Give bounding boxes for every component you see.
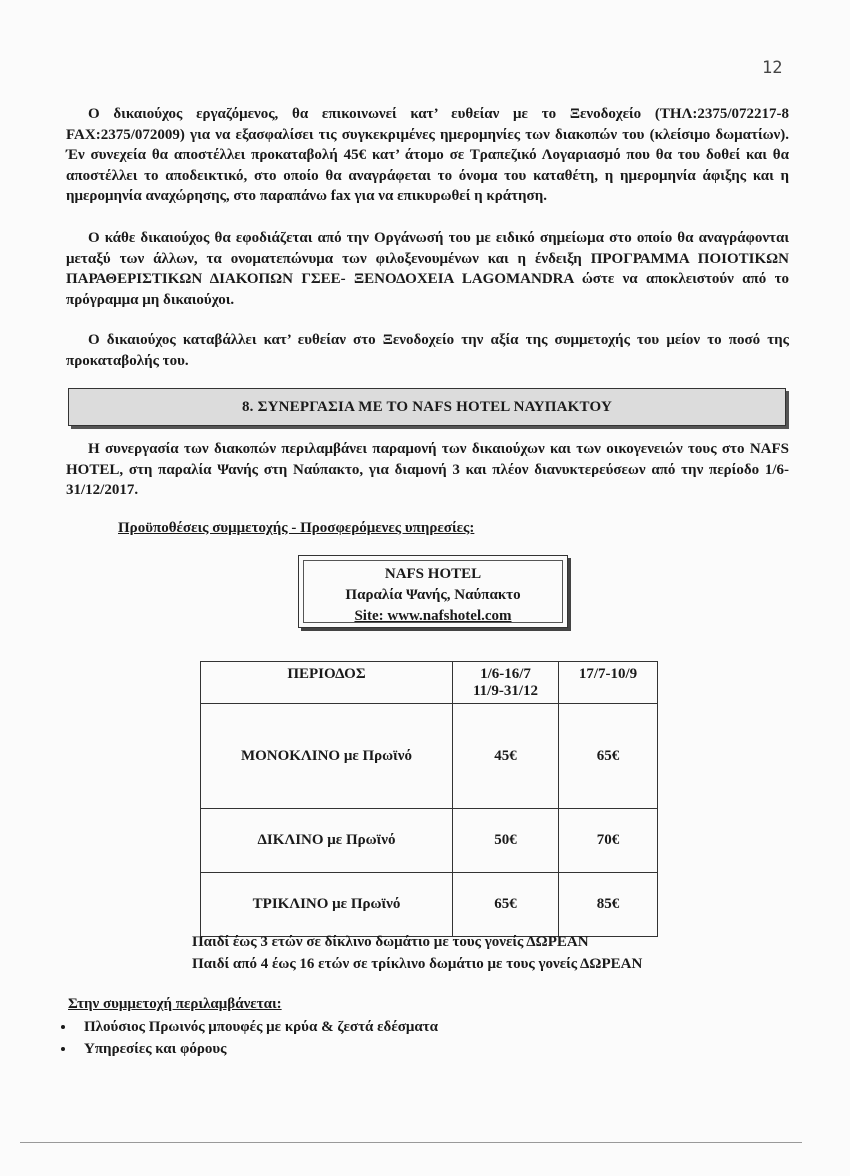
list-item: • Πλούσιος Πρωινός μπουφές με κρύα & ζεστά εδέσματα [76, 1016, 438, 1038]
participation-subheading: Προϋποθέσεις συμμετοχής - Προσφερόμενες υπηρεσίες: [118, 520, 475, 536]
table-header-row [201, 662, 658, 704]
paragraph-booking-contact: Ο δικαιούχος εργαζόμενος, θα επικοινωνεί κατ’ ευθείαν με το Ξενοδοχείο (ΤΗΛ:2375/072217-8 FAX:2375/072009) για να εξασφαλίσει τις συγκεκριμένες ημερομηνίες των διακοπών του (κλείσιμο δωματίων). Έν συνεχεία θα αποστέλλει προκαταβολή 45€ κατ’ άτομο σε Τραπεζικό Λογαριασμό που θα του δοθεί και θα αποστέλλει το αποδεικτικό, στο οποίο θα αναγράφεται το όνομα του καταθέτη, η ημερομηνία άφιξης και η ημερομηνία αναχώρησης, στο παραπάνω fax για να επικυρωθεί η κράτηση. [66, 106, 789, 205]
paragraph-payment: Ο δικαιούχος καταβάλλει κατ’ ευθείαν στο Ξενοδοχείο την αξία της συμμετοχής του μείον το ποσό της προκαταβολής του. [66, 332, 789, 369]
table-row [201, 809, 658, 873]
header-period: ΠΕΡΙΟΔΟΣ [201, 662, 453, 704]
header-high-season: 17/7-10/9 [559, 662, 658, 704]
hotel-location: Παραλία Ψανής, Ναύπακτο [345, 587, 521, 603]
hotel-name: NAFS HOTEL [384, 566, 482, 582]
header-low-season-line1: 1/6-16/7 [480, 666, 531, 682]
table-row [201, 873, 658, 937]
hotel-info-box [298, 555, 568, 628]
hotel-site-link[interactable]: Site: www.nafshotel.com [354, 608, 512, 624]
page-number: 12 [762, 58, 783, 78]
room-type: ΔΙΚΛΙΝΟ με Πρωϊνό [201, 809, 453, 873]
price-high: 65€ [559, 704, 658, 809]
child-note-4-to-16: Παιδί από 4 έως 16 ετών σε τρίκλινο δωμάτιο με τους γονείς ΔΩΡΕΑΝ [192, 956, 643, 972]
price-low: 45€ [453, 704, 559, 809]
table-row [201, 704, 658, 809]
section-title-box [68, 388, 786, 426]
hotel-info-inner [303, 560, 563, 623]
header-low-season-line2: 11/9-31/12 [472, 683, 538, 699]
price-high: 70€ [559, 809, 658, 873]
list-item: • Υπηρεσίες και φόρους [76, 1038, 438, 1060]
price-low: 65€ [453, 873, 559, 937]
footer-divider [20, 1142, 802, 1143]
header-low-season [453, 662, 559, 704]
includes-list [52, 1016, 438, 1060]
price-high: 85€ [559, 873, 658, 937]
section-title: 8. ΣΥΝΕΡΓΑΣΙΑ ΜΕ ΤΟ NAFS HOTEL ΝΑΥΠΑΚΤΟΥ [241, 398, 612, 415]
room-type: ΤΡΙΚΛΙΝΟ με Πρωϊνό [201, 873, 453, 937]
paragraph-organization-note: Ο κάθε δικαιούχος θα εφοδιάζεται από την Οργάνωσή του με ειδικό σημείωμα στο οποίο θα αναγράφονται μεταξύ των άλλων, τα ονοματεπώνυμα των φιλοξενουμένων και η ένδειξη ΠΡΟΓΡΑΜΜΑ ΠΟΙΟΤΙΚΩΝ ΠΑΡΑΘΕΡΙΣΤΙΚΩΝ ΔΙΑΚΟΠΩΝ ΓΣΕΕ- ΞΕΝΟΔΟΧΕΙΑ LAGOMANDRA ώστε να αποκλειστούν από το πρόγραμμα μη δικαιούχοι. [66, 230, 789, 308]
room-type: ΜΟΝΟΚΛΙΝΟ με Πρωϊνό [201, 704, 453, 809]
includes-heading: Στην συμμετοχή περιλαμβάνεται: [68, 996, 282, 1012]
price-table [200, 661, 658, 937]
paragraph-cooperation: Η συνεργασία των διακοπών περιλαμβάνει παραμονή των δικαιούχων και των οικογενειών τους στο NAFS HOTEL, στη παραλία Ψανής στη Ναύπακτο, για διαμονή 3 και πλέον διανυκτερεύσεων από την περίοδο 1/6-31/12/2017. [66, 441, 789, 499]
price-low: 50€ [453, 809, 559, 873]
child-note-under-3: Παιδί έως 3 ετών σε δίκλινο δωμάτιο με τους γονείς ΔΩΡΕΑΝ [192, 934, 589, 950]
